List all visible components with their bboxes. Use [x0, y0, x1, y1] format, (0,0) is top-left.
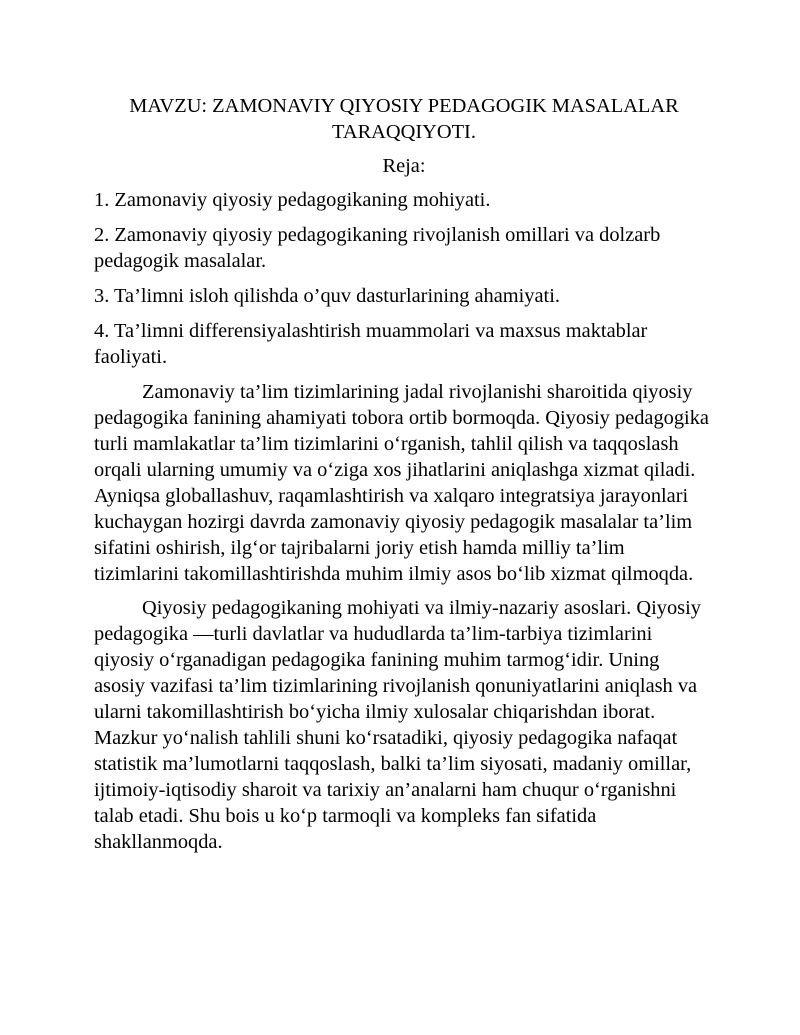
- body-paragraph-2: Qiyosiy pedagogikaning mohiyati va ilmiy-nazariy asoslari. Qiyosiy pedagogika —turli davlatlar va hududlarda ta’lim-tarbiya tizimlarini qiyosiy o‘rganadigan pedagogika fanining muhim tarmog‘idir. Uning asosiy vazifasi ta’lim tizimlarining rivojlanish qonuniyatlarini aniqlash va ularni takomillashtirish bo‘yicha ilmiy xulosalar chiqarishdan iborat. Mazkur yo‘nalish tahlili shuni ko‘rsatadiki, qiyosiy pedagogika nafaqat statistik ma’lumotlarni taqqoslash, balki ta’lim siyosati, madaniy omillar, ijtimoiy-iqtisodiy sharoit va tarixiy an’analarni ham chuqur o‘rganishni talab etadi. Shu bois u ko‘p tarmoqli va kompleks fan sifatida shakllanmoqda.: [94, 597, 701, 853]
- plan-item-4: 4. Ta’limni differensiyalashtirish muammolari va maxsus maktablar faoliyati.: [94, 320, 648, 368]
- plan-item-3: 3. Ta’limni isloh qilishda o’quv dasturlarining ahamiyati.: [94, 285, 560, 307]
- plan-heading: Reja:: [382, 155, 426, 177]
- document-title: MAVZU: ZAMONAVIY QIYOSIY PEDAGOGIK MASALALAR TARAQQIYOTI.: [129, 95, 679, 143]
- plan-item-1: 1. Zamonaviy qiyosiy pedagogikaning mohiyati.: [94, 189, 491, 211]
- body-paragraph-1: Zamonaviy ta’lim tizimlarining jadal rivojlanishi sharoitida qiyosiy pedagogika fanining ahamiyati tobora ortib bormoqda. Qiyosiy pedagogika turli mamlakatlar ta’lim tizimlarini o‘rganish, tahlil qilish va taqqoslash orqali ularning umumiy va o‘ziga xos jihatlarini aniqlashga xizmat qiladi. Ayniqsa globallashuv, raqamlashtirish va xalqaro integratsiya jarayonlari kuchaygan hozirgi davrda zamonaviy qiyosiy pedagogik masalalar ta’lim sifatini oshirish, ilg‘or tajribalarni joriy etish hamda milliy ta’lim tizimlarini takomillashtirishda muhim ilmiy asos bo‘lib xizmat qilmoqda.: [94, 381, 709, 585]
- document-page: [94, 93, 714, 863]
- plan-item-2: 2. Zamonaviy qiyosiy pedagogikaning rivojlanish omillari va dolzarb pedagogik masalalar.: [94, 224, 661, 272]
